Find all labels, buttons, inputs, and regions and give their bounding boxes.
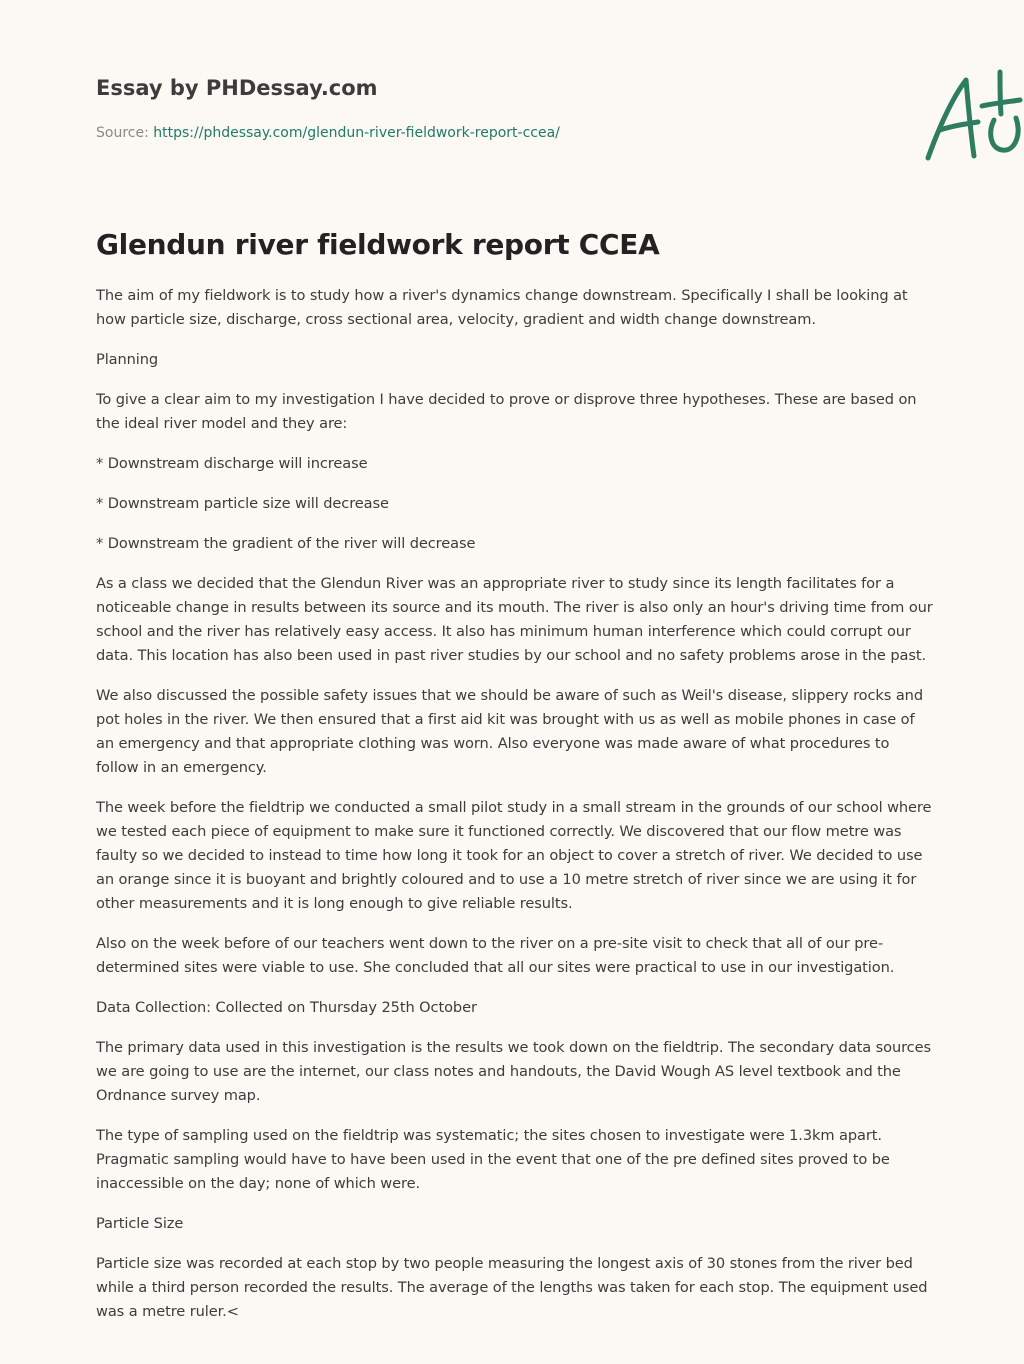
paragraph: We also discussed the possible safety issues that we should be aware of such as Weil's disease, slippery rocks and pot holes in the river. We then ensured that a first aid kit was brought with us as well as mobile phones in case of an emergency and that appropriate clothing was worn. Also everyone was made aware of what procedures to follow in an emergency. [96, 687, 923, 776]
a-plus-logo-icon [916, 68, 1024, 168]
section-heading-planning: Planning [96, 351, 159, 368]
paragraph: The primary data used in this investigation is the results we took down on the fieldtrip. The secondary data sources we are going to use are the internet, our class notes and handouts, the David Wough AS level textbook and the Ordnance survey map. [96, 1039, 931, 1104]
paragraph: To give a clear aim to my investigation I have decided to prove or disprove three hypotheses. These are based on the ideal river model and they are: [96, 391, 917, 432]
section-heading-data-collection: Data Collection: Collected on Thursday 25th October [96, 999, 477, 1016]
hypothesis-item: * Downstream particle size will decrease [96, 495, 389, 512]
paragraph: The type of sampling used on the fieldtrip was systematic; the sites chosen to investigate were 1.3km apart. Pragmatic sampling would have to have been used in the event that one of the pre defined sites proved to be inaccessible on the day; none of which were. [96, 1127, 890, 1192]
source-label: Source: [96, 125, 154, 141]
source-line [96, 125, 560, 141]
site-title: Essay by PHDessay.com [96, 76, 378, 100]
paragraph: As a class we decided that the Glendun River was an appropriate river to study since its length facilitates for a noticeable change in results between its source and its mouth. The river is also only an hour's driving time from our school and the river has relatively easy access. It also has minimum human interference which could corrupt our data. This location has also been used in past river studies by our school and no safety problems arose in the past. [96, 575, 933, 664]
hypothesis-item: * Downstream the gradient of the river will decrease [96, 535, 476, 552]
hypothesis-item: * Downstream discharge will increase [96, 455, 368, 472]
section-heading-particle-size: Particle Size [96, 1215, 184, 1232]
paragraph: Also on the week before of our teachers went down to the river on a pre-site visit to check that all of our pre-determined sites were viable to use. She concluded that all our sites were practical to use in our investigation. [96, 935, 895, 976]
paragraph: The week before the fieldtrip we conducted a small pilot study in a small stream in the grounds of our school where we tested each piece of equipment to make sure it functioned correctly. We discovered that our flow metre was faulty so we decided to instead to time how long it took for an object to cover a stretch of river. We decided to use an orange since it is buoyant and brightly coloured and to use a 10 metre stretch of river since we are using it for other measurements and it is long enough to give reliable results. [96, 799, 932, 912]
paragraph: The aim of my fieldwork is to study how a river's dynamics change downstream. Specifically I shall be looking at how particle size, discharge, cross sectional area, velocity, gradient and width change downstream. [96, 287, 908, 328]
paragraph: Particle size was recorded at each stop by two people measuring the longest axis of 30 stones from the river bed while a third person recorded the results. The average of the lengths was taken for each stop. The equipment used was a metre ruler.< [96, 1255, 928, 1320]
essay-title: Glendun river fieldwork report CCEA [96, 228, 660, 261]
essay-body [96, 284, 936, 1340]
source-link[interactable]: https://phdessay.com/glendun-river-fieldwork-report-ccea/ [153, 125, 560, 141]
